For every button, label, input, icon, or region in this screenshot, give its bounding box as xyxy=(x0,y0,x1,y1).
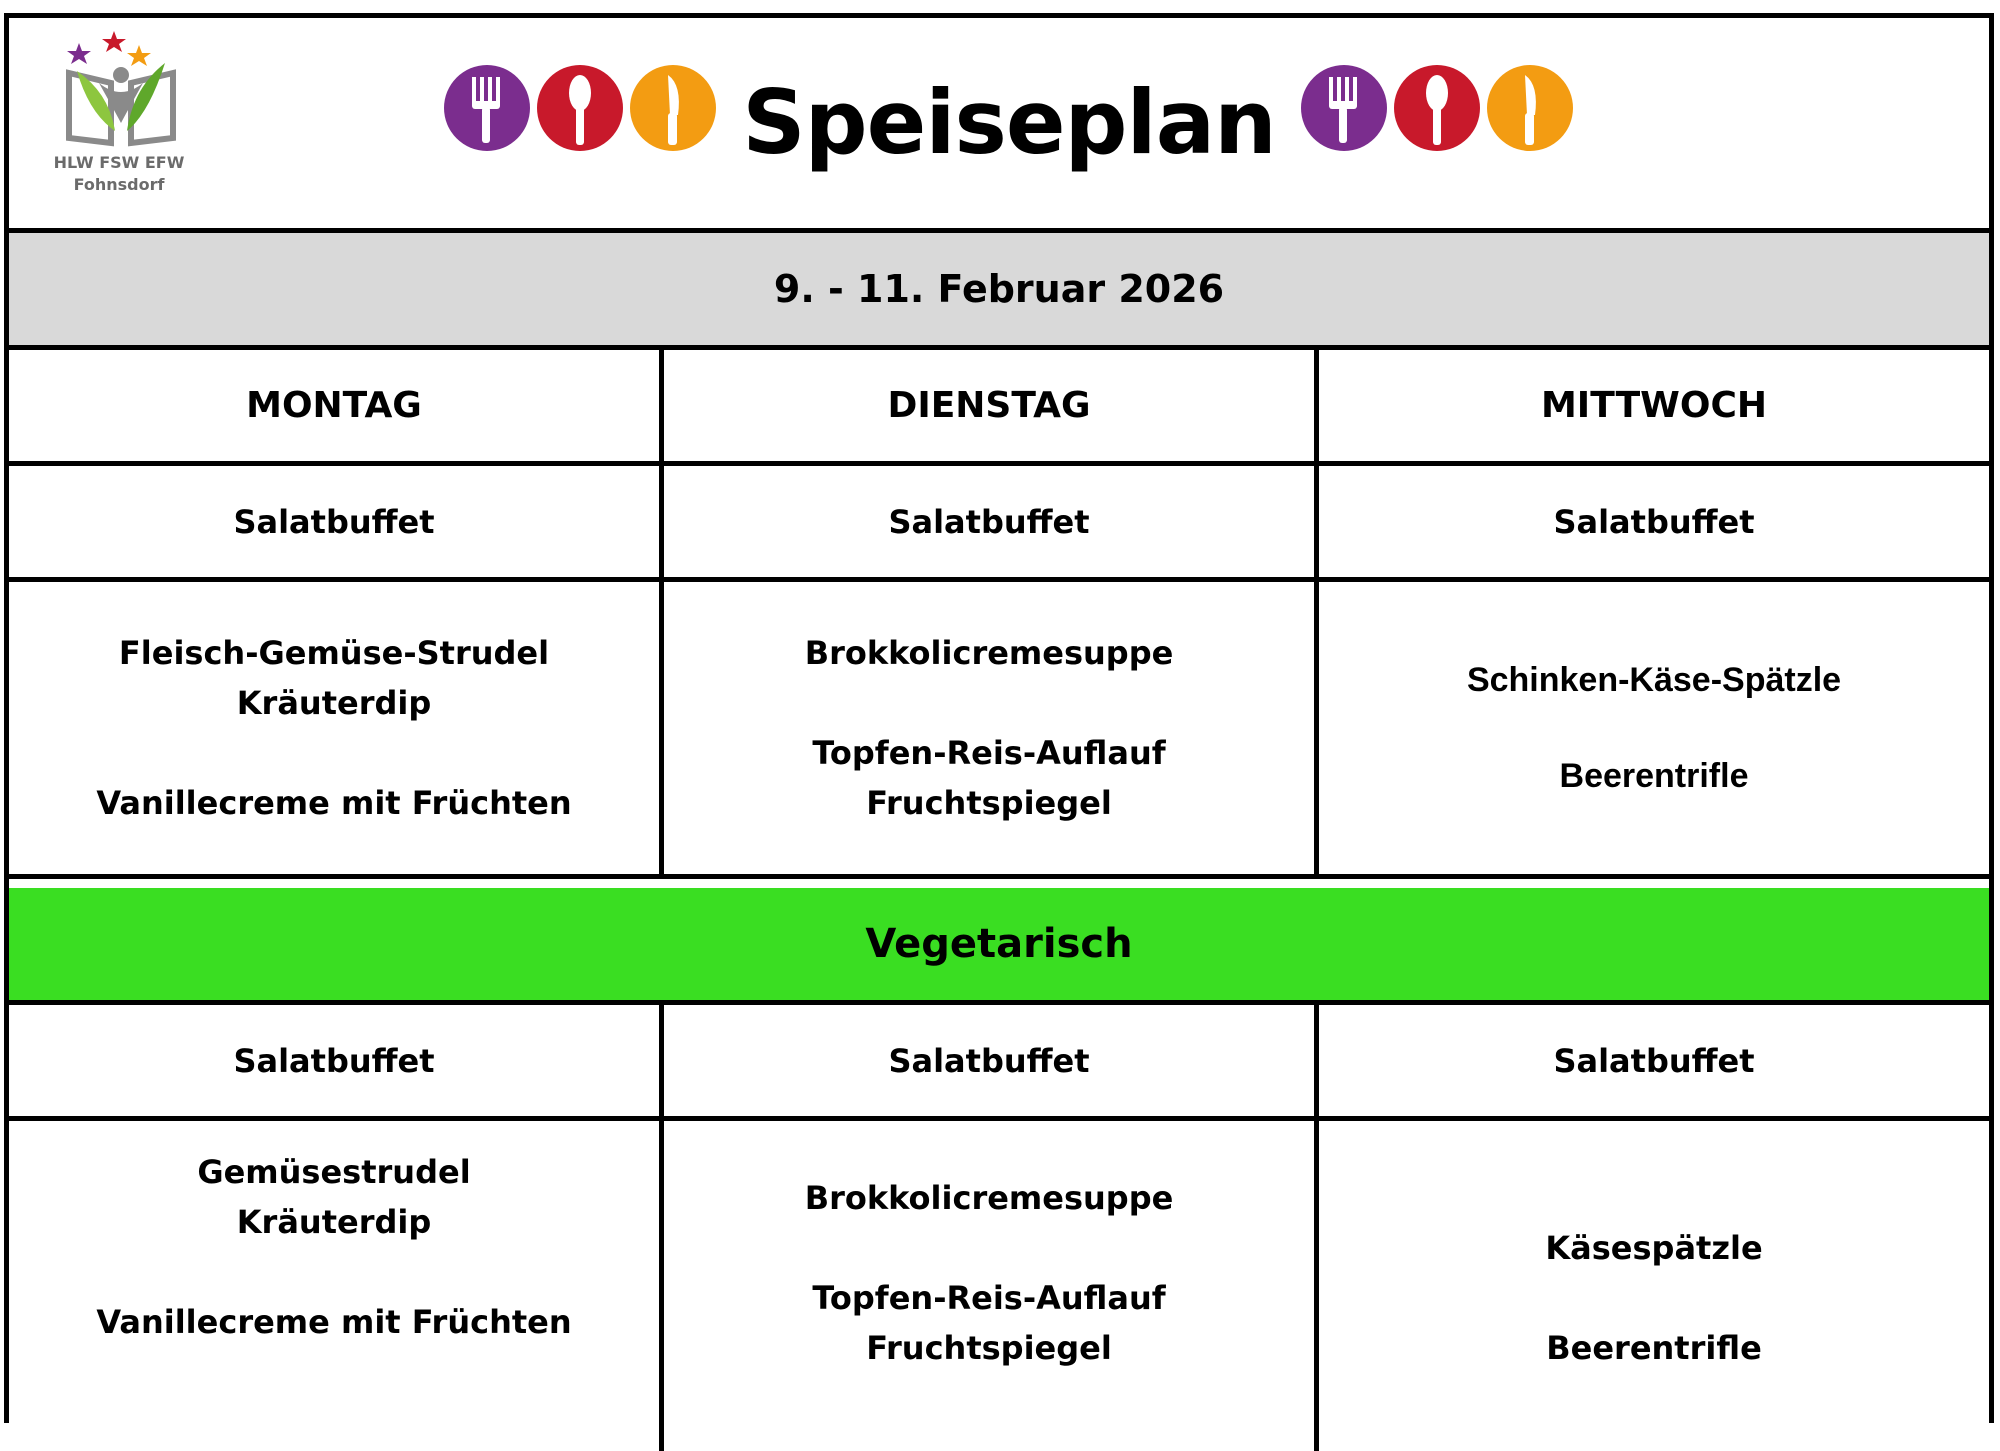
meal-line: Kräuterdip xyxy=(236,684,432,722)
dessert-line: Vanillecreme mit Früchten xyxy=(96,1303,572,1341)
header xyxy=(9,18,1989,233)
veg-meal-wednesday xyxy=(1319,1121,1989,1451)
day-monday: MONTAG xyxy=(9,350,664,461)
cutlery-icons-right xyxy=(1299,63,1579,153)
meal-line: Gemüsestrudel xyxy=(197,1153,471,1191)
day-tuesday: DIENSTAG xyxy=(664,350,1319,461)
veg-salad-wednesday: Salatbuffet xyxy=(1553,1041,1755,1080)
veg-salad-tuesday: Salatbuffet xyxy=(664,1005,1319,1116)
veg-meal-row xyxy=(9,1121,1989,1451)
fork-icon xyxy=(444,65,530,151)
dessert-line: Beerentrifle xyxy=(1559,757,1749,795)
meal-line: Fleisch-Gemüse-Strudel xyxy=(118,634,550,672)
logo-line1: HLW FSW EFW xyxy=(53,153,185,172)
salad-wednesday: Salatbuffet xyxy=(1553,502,1755,541)
school-logo xyxy=(49,23,189,208)
page-title: Speiseplan xyxy=(742,71,1276,174)
fork-icon xyxy=(1301,65,1387,151)
meal-line: Fruchtspiegel xyxy=(866,1329,1112,1367)
meal-line: Topfen-Reis-Auflauf xyxy=(812,734,1166,772)
soup-line: Brokkolicremesuppe xyxy=(804,634,1174,672)
main-meal-row xyxy=(9,582,1989,879)
spoon-icon xyxy=(1394,65,1480,151)
book-logo-icon xyxy=(49,23,189,153)
knife-icon xyxy=(1487,65,1573,151)
vegetarian-banner: Vegetarisch xyxy=(9,888,1989,1005)
meal-line: Käsespätzle xyxy=(1545,1229,1763,1267)
meal-wednesday xyxy=(1319,582,1989,874)
date-range: 9. - 11. Februar 2026 xyxy=(9,233,1989,350)
veg-meal-monday xyxy=(9,1121,664,1451)
day-wednesday: MITTWOCH xyxy=(1540,385,1768,426)
logo-line2: Fohnsdorf xyxy=(73,175,165,194)
days-row xyxy=(9,350,1989,466)
spoon-icon xyxy=(537,65,623,151)
meal-line: Topfen-Reis-Auflauf xyxy=(812,1279,1166,1317)
menu-frame xyxy=(4,13,1994,1423)
meal-tuesday xyxy=(664,582,1319,874)
meal-monday xyxy=(9,582,664,874)
dessert-line: Beerentrifle xyxy=(1546,1329,1762,1367)
veg-salad-row xyxy=(9,1005,1989,1121)
soup-line: Brokkolicremesuppe xyxy=(804,1179,1174,1217)
salad-row xyxy=(9,466,1989,582)
meal-line: Schinken-Käse-Spätzle xyxy=(1466,661,1842,699)
meal-line: Fruchtspiegel xyxy=(866,784,1112,822)
salad-monday: Salatbuffet xyxy=(9,466,664,577)
meal-line: Kräuterdip xyxy=(236,1203,432,1241)
veg-meal-tuesday xyxy=(664,1121,1319,1451)
dessert-line: Vanillecreme mit Früchten xyxy=(96,784,572,822)
salad-tuesday: Salatbuffet xyxy=(664,466,1319,577)
veg-salad-monday: Salatbuffet xyxy=(9,1005,664,1116)
